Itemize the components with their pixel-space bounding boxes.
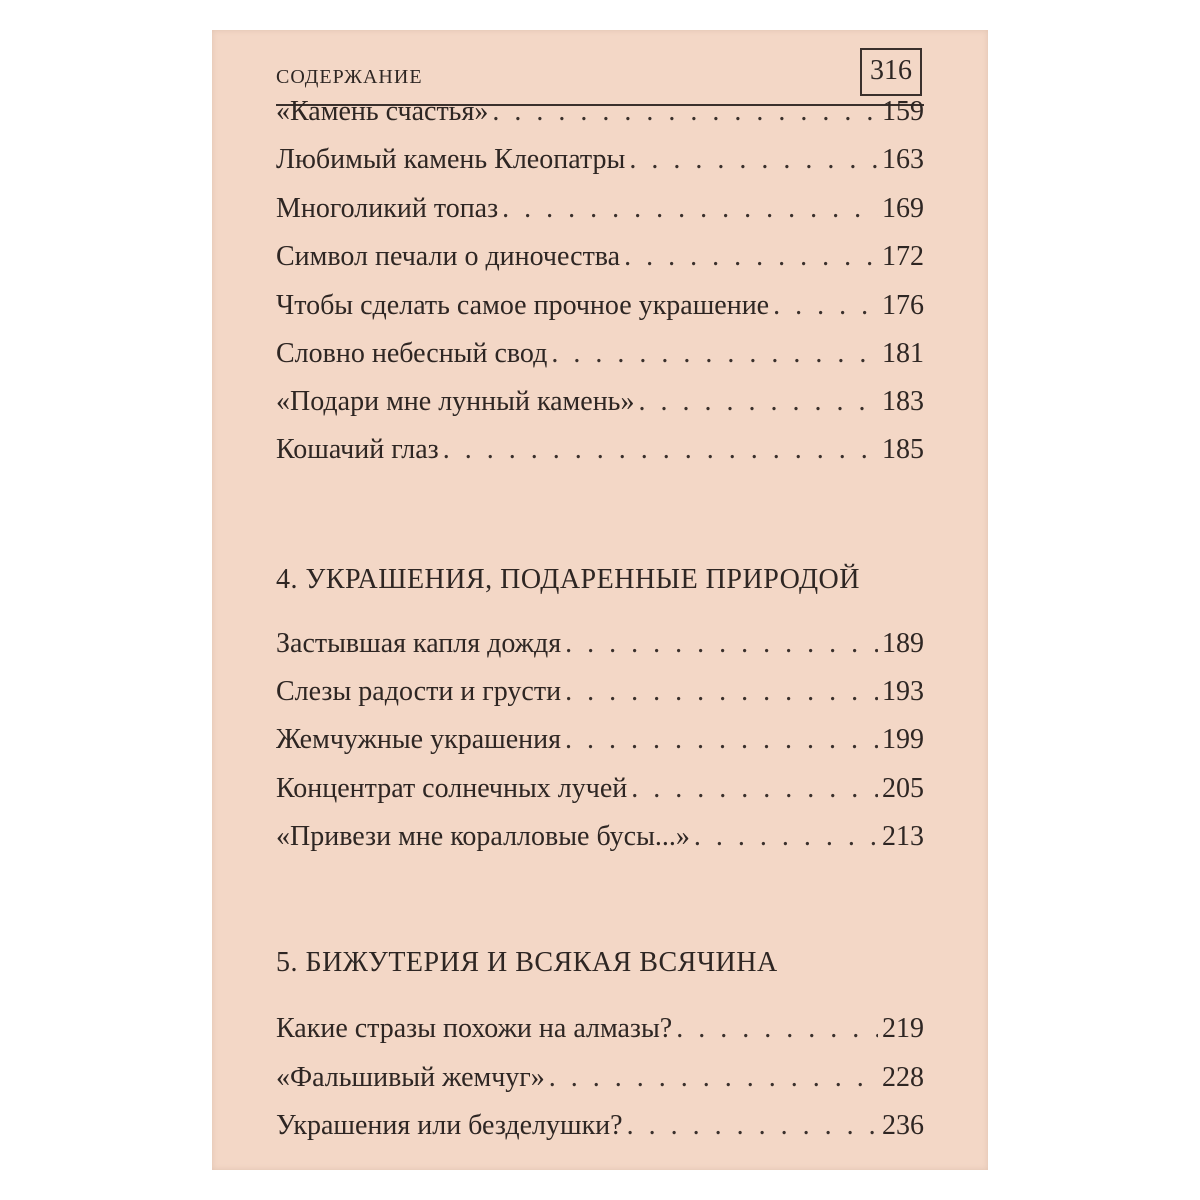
toc-entry	[276, 772, 924, 806]
running-head-title: СОДЕРЖАНИЕ	[276, 66, 423, 88]
section-heading-4: 4. УКРАШЕНИЯ, ПОДАРЕННЫЕ ПРИРОДОЙ	[276, 564, 860, 595]
toc-entry	[276, 820, 924, 854]
toc-leader-dots	[627, 1109, 878, 1143]
toc-entry	[276, 1061, 924, 1095]
toc-leader-dots	[443, 433, 878, 467]
book-page	[212, 30, 988, 1170]
toc-leader-dots	[549, 1061, 878, 1095]
toc-entry-page: 236	[882, 1110, 924, 1141]
toc-leader-dots	[565, 675, 878, 709]
toc-entry-title: Словно небесный свод	[276, 338, 548, 369]
toc-entry-page: 219	[882, 1013, 924, 1044]
toc-entry-title: Украшения или безделушки?	[276, 1110, 623, 1141]
toc-entry-page: 176	[882, 290, 924, 321]
toc-entry	[276, 289, 924, 323]
toc-entry	[276, 627, 924, 661]
toc-leader-dots	[631, 772, 878, 806]
toc-entry	[276, 240, 924, 274]
toc-leader-dots	[492, 95, 878, 129]
toc-leader-dots	[565, 723, 878, 757]
toc-entry-page: 163	[882, 144, 924, 175]
toc-entry	[276, 675, 924, 709]
toc-entry-page: 189	[882, 628, 924, 659]
toc-entry-page: 159	[882, 96, 924, 127]
toc-entry-title: Какие стразы похожи на алмазы?	[276, 1013, 673, 1044]
toc-entry-page: 199	[882, 724, 924, 755]
toc-entry-page: 205	[882, 773, 924, 804]
toc-entry-title: Кошачий глаз	[276, 434, 439, 465]
toc-entry	[276, 1012, 924, 1046]
toc-leader-dots	[694, 820, 878, 854]
toc-leader-dots	[565, 627, 878, 661]
toc-entry-title: «Камень счастья»	[276, 96, 489, 127]
toc-entry-page: 181	[882, 338, 924, 369]
toc-entry-title: «Фальшивый жемчуг»	[276, 1062, 545, 1093]
toc-entry-title: Концентрат солнечных лучей	[276, 773, 628, 804]
toc-entry-title: Многоликий топаз	[276, 193, 499, 224]
toc-entry-page: 185	[882, 434, 924, 465]
toc-entry-title: «Подари мне лунный камень»	[276, 386, 635, 417]
toc-entry-title: Слезы радости и грусти	[276, 676, 562, 707]
toc-entry-page: 213	[882, 821, 924, 852]
toc-entry	[276, 143, 924, 177]
toc-leader-dots	[676, 1012, 878, 1046]
toc-entry	[276, 95, 924, 129]
toc-leader-dots	[629, 143, 878, 177]
toc-entry-title: Жемчужные украшения	[276, 724, 561, 755]
section-heading-5: 5. БИЖУТЕРИЯ И ВСЯКАЯ ВСЯЧИНА	[276, 947, 778, 978]
toc-leader-dots	[551, 337, 878, 371]
toc-entry-title: Чтобы сделать самое прочное украшение	[276, 290, 770, 321]
toc-entry-title: Символ печали о диночества	[276, 241, 621, 272]
toc-entry-page: 172	[882, 241, 924, 272]
toc-leader-dots	[624, 240, 878, 274]
toc-leader-dots	[638, 385, 878, 419]
toc-leader-dots	[502, 192, 878, 226]
toc-leader-dots	[773, 289, 878, 323]
toc-entry-page: 228	[882, 1062, 924, 1093]
toc-entry	[276, 723, 924, 757]
toc-entry-page: 193	[882, 676, 924, 707]
toc-entry	[276, 433, 924, 467]
toc-entry-page: 169	[882, 193, 924, 224]
toc-entry	[276, 385, 924, 419]
toc-entry-title: Любимый камень Клеопатры	[276, 144, 626, 175]
toc-entry	[276, 1109, 924, 1143]
page-number-box: 316	[860, 48, 922, 96]
toc-entry	[276, 192, 924, 226]
toc-entry	[276, 337, 924, 371]
toc-entry-title: «Привези мне коралловые бусы...»	[276, 821, 690, 852]
toc-entry-title: Застывшая капля дождя	[276, 628, 562, 659]
toc-entry-page: 183	[882, 386, 924, 417]
